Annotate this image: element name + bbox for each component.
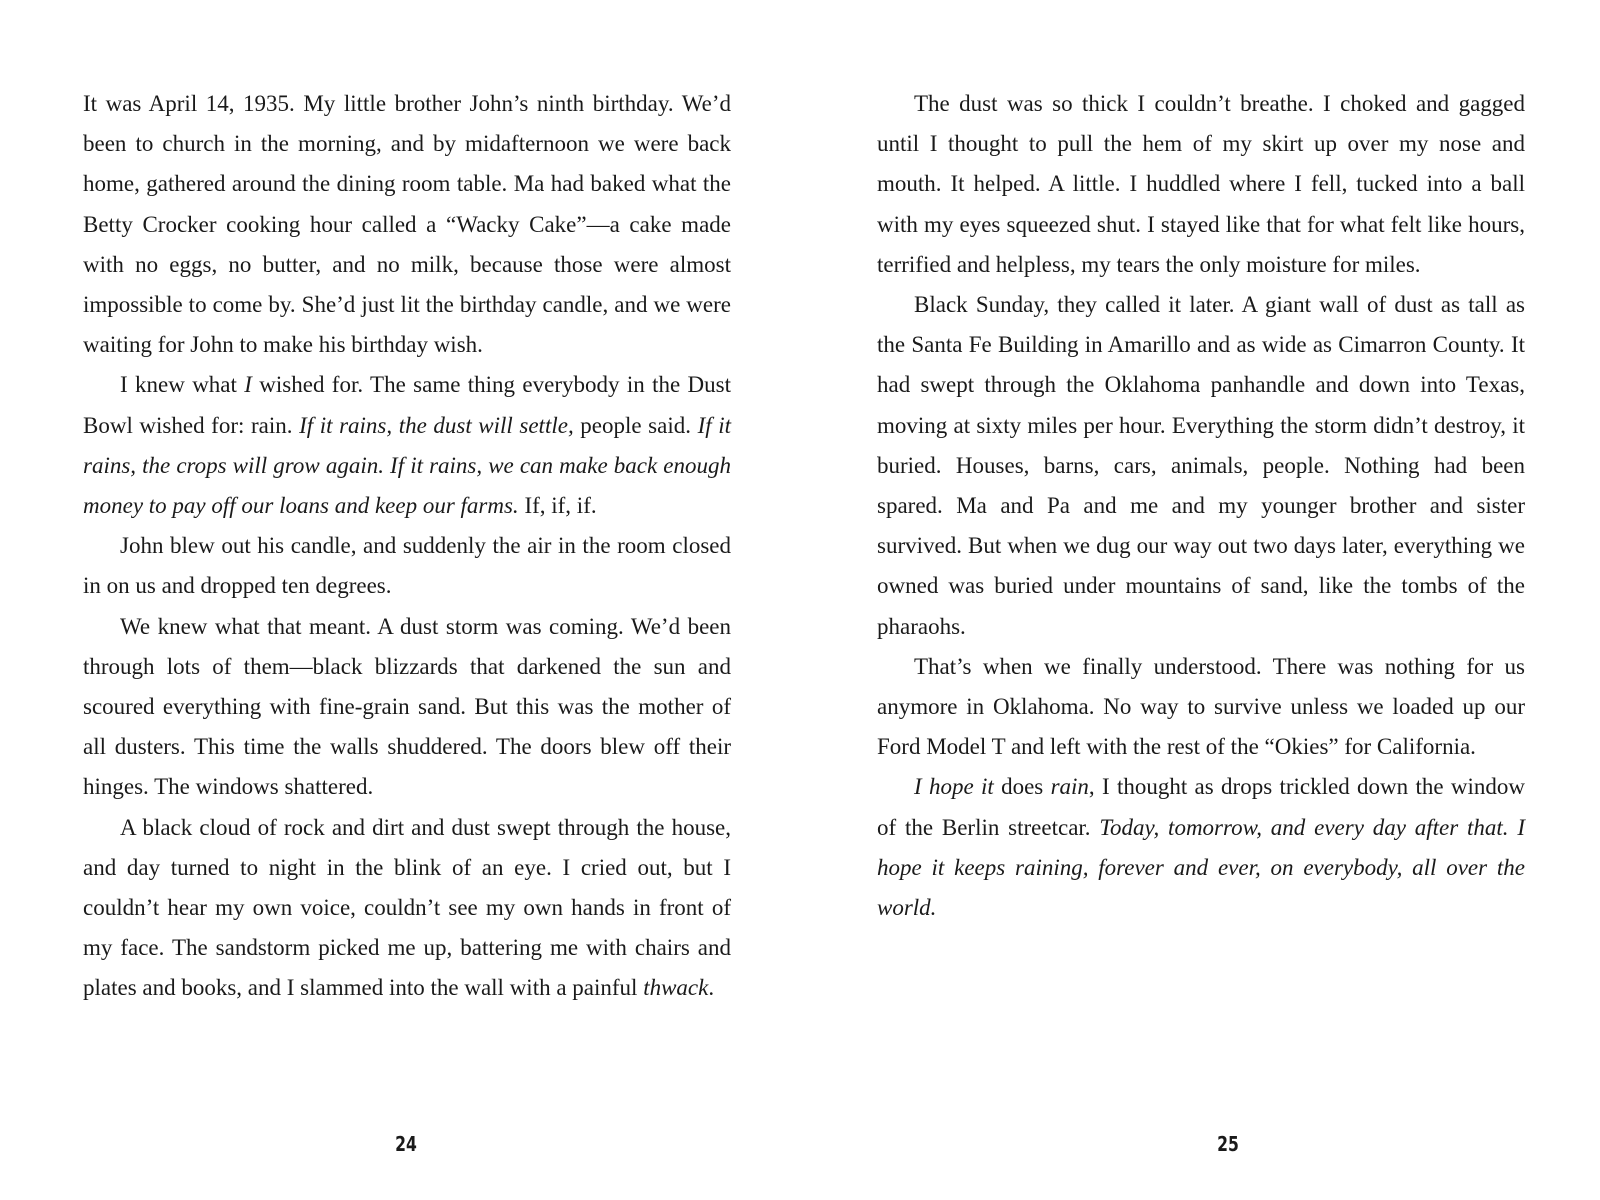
text-span: It was April 14, 1935. My little brother John’s ninth birthday. We’d been to church in the morning, and by midafternoon we were back home, gathered around the dining room table. Ma had baked what the Betty Crocker cooking hour called a “Wacky Cake”—a cake made with no eggs, no butter, and no milk, because those were almost impossible to come by. She’d just lit the birthday candle, and we were waiting for John to make his birthday wish. (83, 91, 731, 358)
text-span: does (993, 774, 1051, 800)
paragraph (877, 84, 1525, 285)
italic-text: I (244, 372, 252, 398)
text-span: We knew what that meant. A dust storm was coming. We’d been through lots of them—black blizzards that darkened the sun and scoured everything with fine-grain sand. But this was the mother of all dusters. This time the walls shuddered. The doors blew off their hinges. The windows shattered. (83, 613, 731, 800)
right-page-text (877, 84, 1525, 928)
paragraph (83, 808, 731, 1009)
italic-text: rain (1050, 774, 1089, 800)
italic-text: If it rains, the dust will settle, (299, 412, 574, 438)
left-page-number: 24 (395, 1132, 417, 1156)
text-span: A black cloud of rock and dirt and dust swept through the house, and day turned to night in the blink of an eye. I cried out, but I couldn’t hear my own voice, couldn’t see my own hands in front of my face. The sandstorm picked me up, battering me with chairs and plates and books, and I slammed into the wall with a painful (83, 814, 731, 1001)
text-span: I knew what (120, 372, 245, 398)
paragraph (83, 526, 731, 606)
paragraph (83, 365, 731, 526)
right-page (800, 0, 1600, 1200)
italic-text: Today, tomorrow, and every day after that. I hope it keeps raining, forever and ever, on everybody, all over the world. (877, 814, 1525, 921)
paragraph (877, 647, 1525, 768)
italic-text: If it rains, the crops will grow again. If it rains, we can make back enough money to pay off our loans and keep our farms. (83, 412, 731, 519)
paragraph (83, 84, 731, 365)
text-span: wished for. The same thing everybody in the Dust Bowl wished for: rain. (83, 372, 732, 438)
text-span: , I thought as drops trickled down the window of the Berlin streetcar. (877, 774, 1525, 840)
text-span: . (708, 975, 715, 1001)
text-span: people said. (573, 412, 698, 438)
paragraph (877, 767, 1525, 928)
text-span: If, if, if. (518, 493, 597, 519)
text-span: The dust was so thick I couldn’t breathe. I choked and gagged until I thought to pull the hem of my skirt up over my nose and mouth. It helped. A little. I huddled where I fell, tucked into a ball with my eyes squeezed shut. I stayed like that for what felt like hours, terrified and helpless, my tears the only moisture for miles. (877, 91, 1525, 277)
right-page-number: 25 (1217, 1132, 1239, 1156)
left-page-text (83, 84, 731, 1009)
text-span: John blew out his candle, and suddenly the air in the room closed in on us and dropped ten degrees. (83, 533, 731, 599)
italic-text: thwack (643, 975, 709, 1001)
italic-text: I hope it (914, 774, 994, 800)
paragraph (877, 285, 1525, 647)
text-span: Black Sunday, they called it later. A giant wall of dust as tall as the Santa Fe Building in Amarillo and as wide as Cimarron County. It had swept through the Oklahoma panhandle and down into Texas, moving at sixty miles per hour. Everything the storm didn’t destroy, it buried. Houses, barns, cars, animals, people. Nothing had been spared. Ma and Pa and me and my younger brother and sister survived. But when we dug our way out two days later, everything we owned was buried under mountains of sand, like the tombs of the pharaohs. (877, 292, 1525, 639)
text-span: That’s when we finally understood. There was nothing for us anymore in Oklahoma. No way to survive unless we loaded up our Ford Model T and left with the rest of the “Okies” for California. (877, 653, 1525, 760)
paragraph (83, 607, 731, 808)
